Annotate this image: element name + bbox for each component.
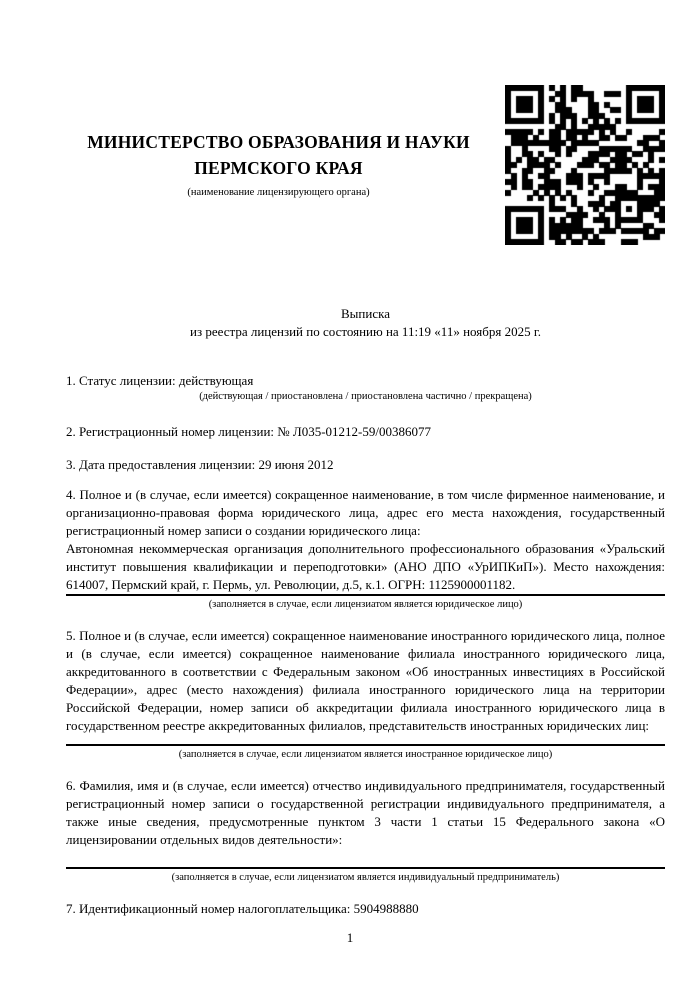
- license-status-options-caption: (действующая / приостановлена / приостановлена частично / прекращена): [199, 391, 532, 402]
- ministry-name-line1: МИНИСТЕРСТВО ОБРАЗОВАНИЯ И НАУКИ: [87, 132, 470, 152]
- item-registration-number: [66, 423, 665, 441]
- items-list: [66, 372, 665, 918]
- entrepreneur-body: 6. Фамилия, имя и (в случае, если имеется) отчество индивидуального предпринимателя, государственный регистрационный номер записи о государственной регистрации индивидуального предпринимателя, а также иные сведения, предусмотренные пунктом 3 части 1 статьи 15 Федерального закона «О лицензировании отдельных видов деятельности»:: [66, 778, 665, 847]
- ministry-name-line2: ПЕРМСКОГО КРАЯ: [194, 158, 363, 178]
- item-grant-date: [66, 456, 665, 474]
- ministry-name: [66, 129, 491, 181]
- item-entrepreneur: [66, 777, 665, 885]
- grant-date-text: 3. Дата предоставления лицензии: 29 июня 2012: [66, 457, 334, 472]
- item-legal-entity: [66, 486, 665, 612]
- licensing-authority-block: [66, 85, 505, 199]
- fill-in-rule-entrepreneur: [66, 867, 665, 869]
- foreign-entity-body: 5. Полное и (в случае, если имеется) сокращенное наименование иностранного юридического лица, полное и (в случае, если имеется) сокращенное наименование филиала иностранного юридического лица, аккредитованного в соответствии с Федеральным законом «Об иностранных инвестициях в Российской Федерации», адрес (место нахождения) филиала иностранного юридического лица на территории Российской Федерации, номер записи об аккредитации филиала иностранного юридического лица в государственном реестре аккредитованных филиалов, представительств иностранных юридических лиц:: [66, 628, 665, 733]
- registration-number-text: 2. Регистрационный номер лицензии: № Л035-01212-59/00386077: [66, 424, 432, 439]
- fill-in-rule-foreign-entity: [66, 744, 665, 746]
- legal-entity-value: Автономная некоммерческая организация дополнительного профессионального образования «Уральский институт повышения квалификации и переподготовки» (АНО ДПО «УрИПКиП»). Место нахождения: 614007, Пермский край, г. Пермь, ул. Революции, д.5, к.1. ОГРН: 1125900001182.: [66, 541, 665, 592]
- item-license-status: [66, 372, 665, 404]
- license-status-text: 1. Статус лицензии: действующая: [66, 373, 254, 388]
- taxpayer-number-text: 7. Идентификационный номер налогоплательщика: 5904988880: [66, 901, 419, 916]
- ministry-caption: (наименование лицензирующего органа): [187, 187, 370, 198]
- document-title-line2: из реестра лицензий по состоянию на 11:19 «11» ноября 2025 г.: [190, 323, 541, 339]
- item-taxpayer-number: [66, 900, 665, 918]
- foreign-entity-caption: (заполняется в случае, если лицензиатом является иностранное юридическое лицо): [178, 749, 553, 760]
- document-title: [66, 305, 665, 340]
- legal-entity-caption: (заполняется в случае, если лицензиатом является юридическое лицо): [208, 599, 523, 610]
- item-foreign-entity: [66, 627, 665, 762]
- document-header: [66, 85, 665, 245]
- fill-in-rule-legal-entity: [66, 594, 665, 596]
- page-number: 1: [346, 930, 354, 945]
- qr-code: [505, 85, 665, 245]
- document-title-line1: Выписка: [341, 306, 390, 321]
- legal-entity-body: 4. Полное и (в случае, если имеется) сокращенное наименование, в том числе фирменное наименование, и организационно-правовая форма юридического лица, адрес его места нахождения, государственный регистрационный номер записи о создании юридического лица:: [66, 487, 665, 538]
- entrepreneur-caption: (заполняется в случае, если лицензиатом является индивидуальный предприниматель): [171, 872, 560, 883]
